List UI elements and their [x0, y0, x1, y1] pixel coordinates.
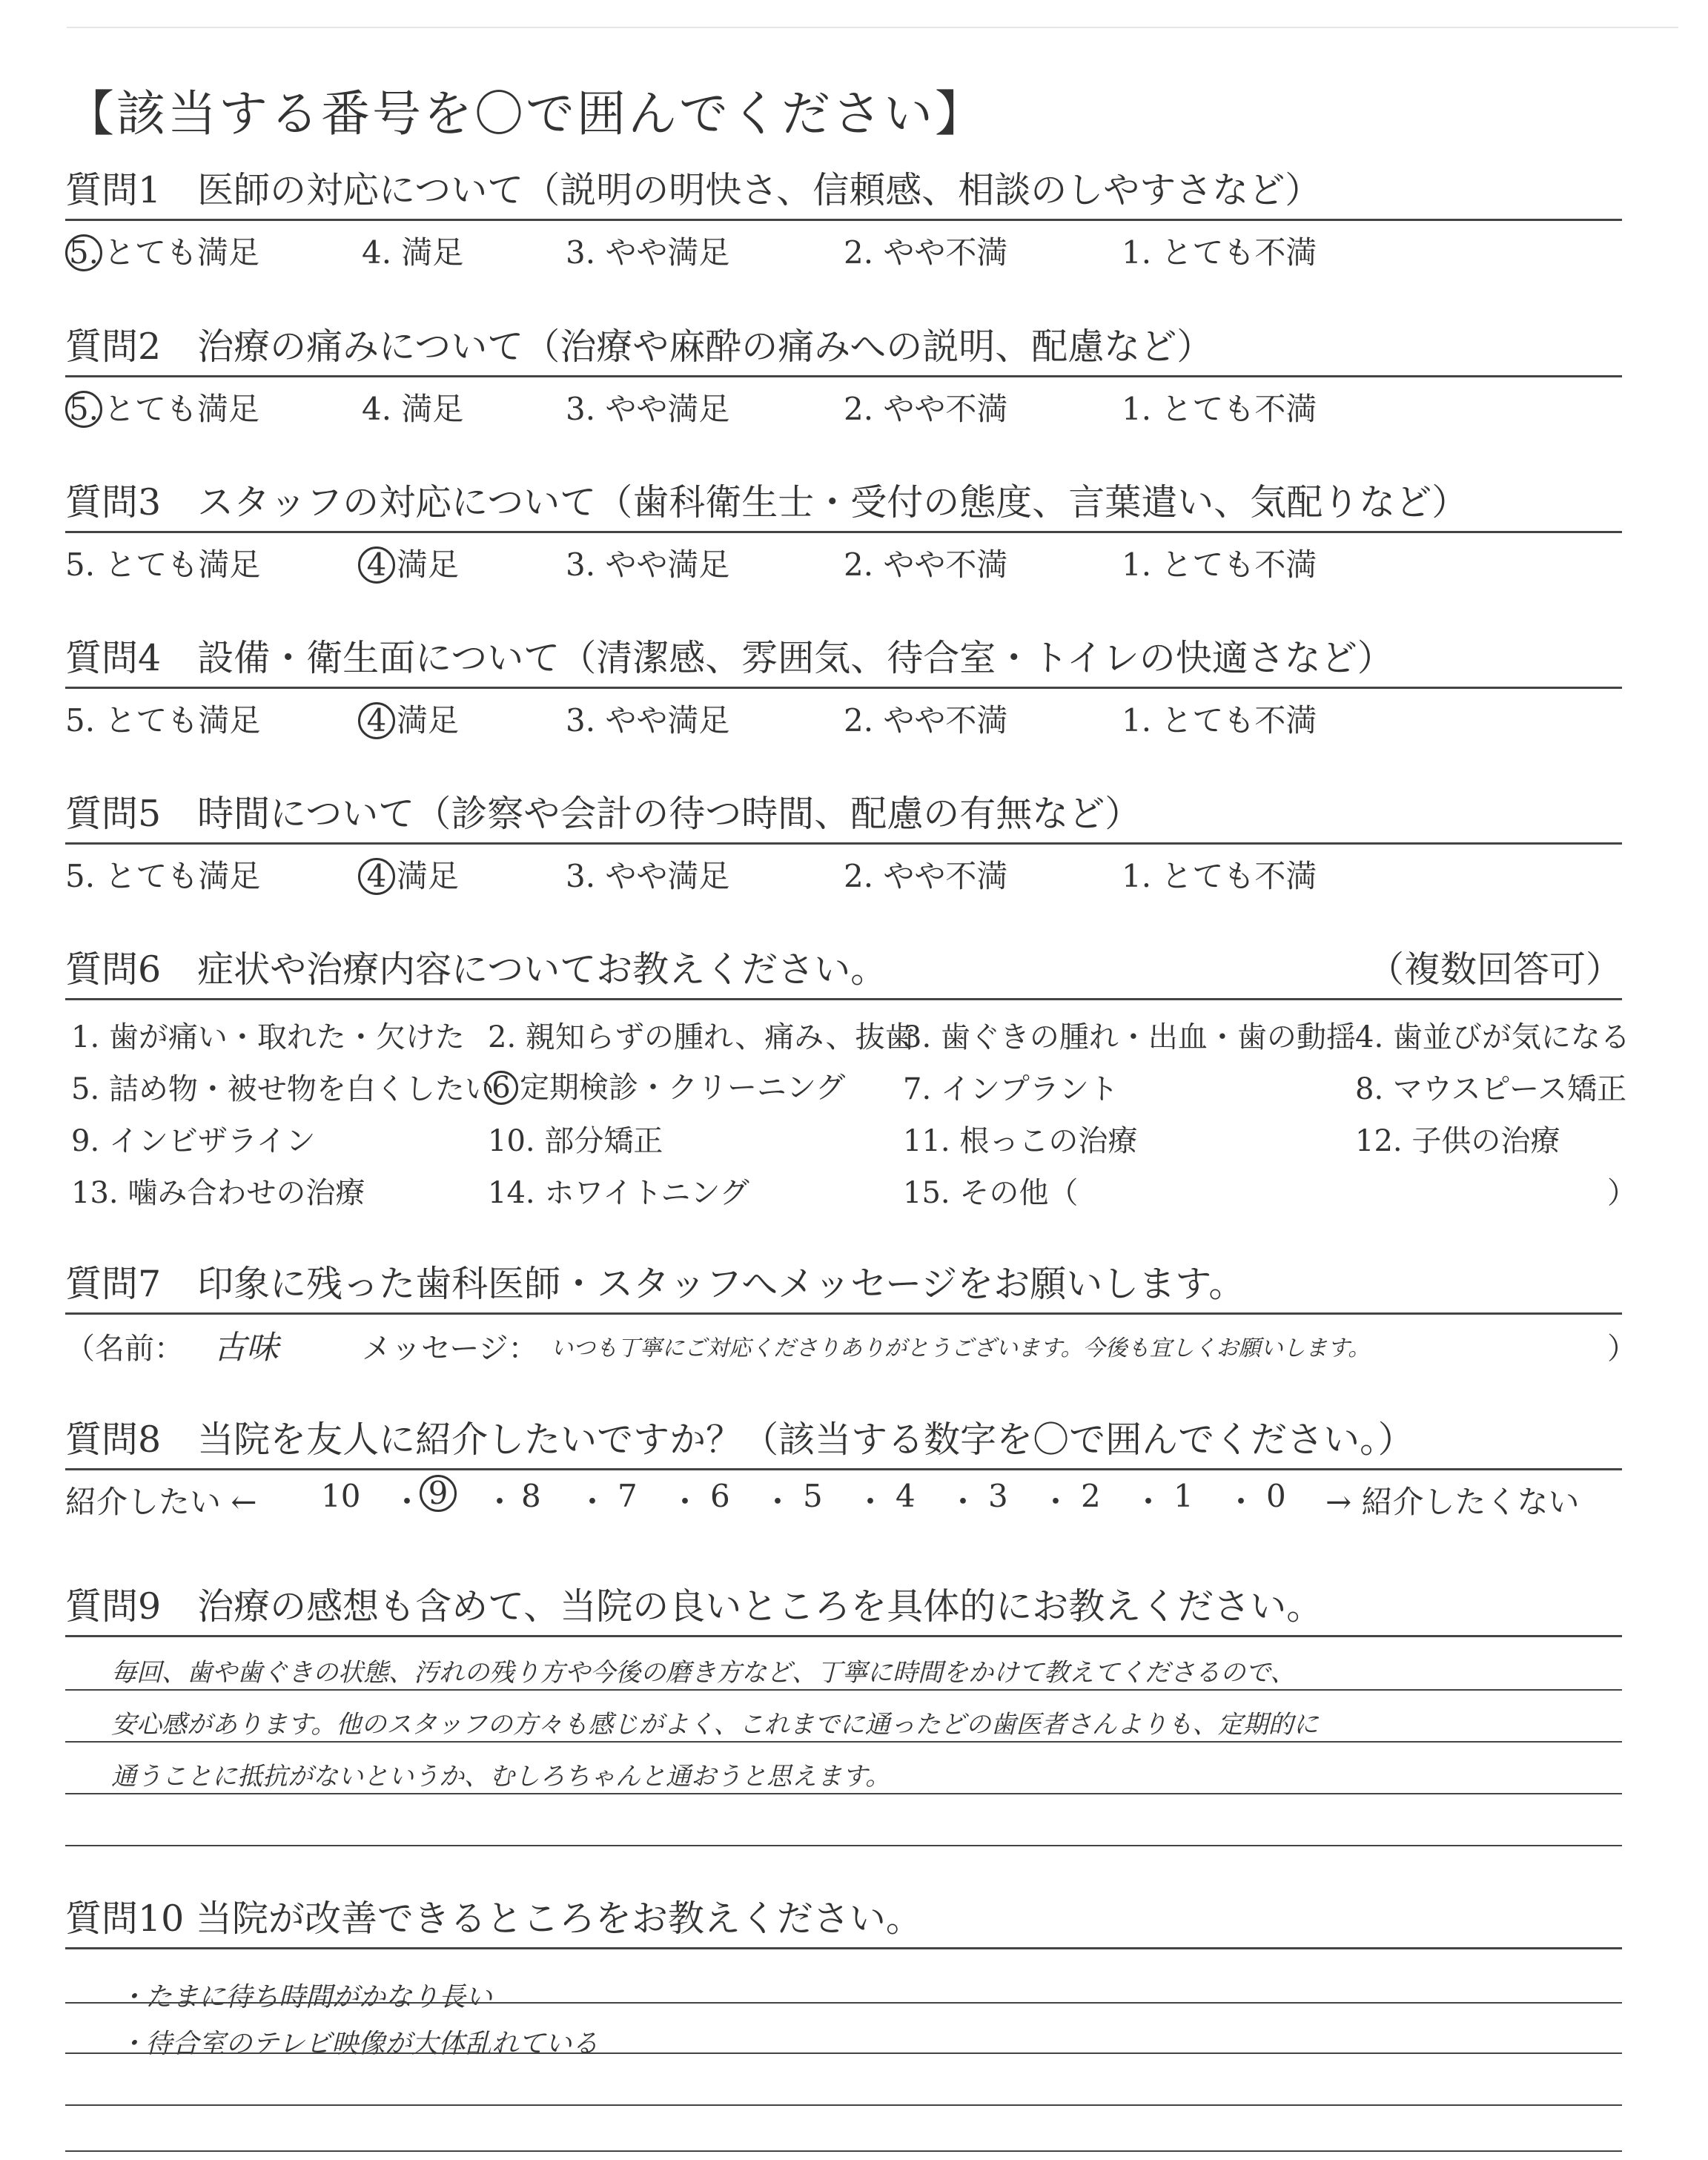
- question-6-heading: 質問6 症状や治療内容についてお教えください。 （複数回答可）: [65, 946, 1622, 994]
- q10-answer-line-1[interactable]: ・たまに待ち時間がかなり長い: [119, 1982, 493, 2012]
- q1-option-1[interactable]: 1. とても不満: [1122, 234, 1317, 271]
- question-6-options: [65, 1000, 1637, 1215]
- q2-option-5[interactable]: 5. とても満足: [65, 385, 259, 429]
- q4-option-1[interactable]: 1. とても不満: [1122, 702, 1317, 739]
- question-2-heading: 質問2 治療の痛みについて（治療や麻酔の痛みへの説明、配慮など）: [65, 326, 1214, 368]
- message-label: メッセージ：: [362, 1332, 538, 1366]
- q2-option-2[interactable]: 2. やや不満: [844, 391, 1008, 427]
- question-3-options: [65, 533, 1622, 581]
- selected-circle-mark: 5.: [65, 234, 102, 271]
- q9-writing-line: [65, 1845, 1622, 1846]
- q3-option-1[interactable]: 1. とても不満: [1122, 546, 1317, 583]
- question-7-heading: 質問7 印象に残った歯科医師・スタッフへメッセージをお願いします。: [65, 1263, 1245, 1305]
- selected-circle-mark: 5.: [65, 391, 102, 428]
- q4-option-3[interactable]: 3. やや満足: [566, 702, 730, 739]
- scale-value-2[interactable]: 2: [1081, 1478, 1101, 1514]
- question-8: [65, 1416, 1622, 1522]
- q2-option-3[interactable]: 3. やや満足: [566, 391, 730, 427]
- q6-option-3[interactable]: 3. 歯ぐきの腫れ・出血・歯の動揺: [903, 1020, 1356, 1054]
- q6-option-11[interactable]: 11. 根っこの治療: [903, 1124, 1138, 1158]
- q5-option-3[interactable]: 3. やや満足: [566, 858, 730, 894]
- q6-option-15[interactable]: 15. その他（: [903, 1176, 1079, 1210]
- recommend-scale: [65, 1470, 1622, 1522]
- multiple-answers-note: （複数回答可）: [1367, 948, 1622, 991]
- question-4-heading: 質問4 設備・衛生面について（清潔感、雰囲気、待合室・トイレの快適さなど）: [65, 637, 1394, 679]
- scale-value-9[interactable]: [420, 1475, 458, 1512]
- question-2-options: [65, 377, 1622, 425]
- q2-option-4[interactable]: 4. 満足: [362, 391, 464, 427]
- scale-dot: ・: [1133, 1484, 1165, 1520]
- scale-left-label: 紹介したい ←: [65, 1484, 257, 1520]
- scale-value-3[interactable]: 3: [988, 1478, 1008, 1514]
- scale-right-label: → 紹介したくない: [1325, 1484, 1580, 1520]
- scale-value-1[interactable]: 1: [1174, 1478, 1194, 1514]
- q5-option-2[interactable]: 2. やや不満: [844, 858, 1008, 894]
- q6-option-14[interactable]: 14. ホワイトニング: [488, 1176, 749, 1210]
- q6-option-4[interactable]: 4. 歯並びが気になる: [1355, 1020, 1630, 1054]
- q3-option-5[interactable]: 5. とても満足: [65, 546, 261, 583]
- question-4: [65, 635, 1622, 739]
- q4-option-4[interactable]: 4 満足: [358, 696, 459, 741]
- question-9: [65, 1583, 1622, 1637]
- name-label: （名前：: [65, 1332, 184, 1366]
- scale-value-8[interactable]: 8: [521, 1478, 541, 1514]
- scale-dot: ・: [484, 1484, 516, 1520]
- q6-option-12[interactable]: 12. 子供の治療: [1355, 1124, 1560, 1158]
- message-close-paren: ）: [1607, 1332, 1637, 1366]
- q6-other-close-paren: ）: [1607, 1176, 1637, 1210]
- scale-value-6[interactable]: 6: [710, 1478, 730, 1514]
- selected-circle-mark: 6: [484, 1071, 518, 1105]
- q9-answer-line-3[interactable]: 通うことに抵抗がないというか、むしろちゃんと通おうと思えます。: [111, 1762, 891, 1791]
- q6-option-2[interactable]: 2. 親知らずの腫れ、痛み、抜歯: [488, 1020, 915, 1054]
- q3-option-2[interactable]: 2. やや不満: [844, 546, 1008, 583]
- question-3-heading: 質問3 スタッフの対応について（歯科衛生士・受付の態度、言葉遣い、気配りなど）: [65, 481, 1469, 524]
- q1-option-5[interactable]: 5. とても満足: [65, 228, 259, 273]
- q2-option-1[interactable]: 1. とても不満: [1122, 391, 1317, 427]
- scale-value-4[interactable]: 4: [896, 1478, 916, 1514]
- question-6: [65, 946, 1637, 1215]
- q6-option-8[interactable]: 8. マウスピース矯正: [1355, 1072, 1627, 1106]
- top-divider: [67, 27, 1678, 28]
- q9-writing-line: [65, 1793, 1622, 1794]
- scale-dot: ・: [577, 1484, 609, 1520]
- question-7-answer-row: [65, 1315, 1637, 1368]
- q10-writing-line: [65, 2052, 1622, 2054]
- q10-answer-line-2[interactable]: ・待合室のテレビ映像が大体乱れている: [119, 2029, 599, 2059]
- question-9-rule: [65, 1635, 1622, 1637]
- scale-value-5[interactable]: 5: [803, 1478, 823, 1514]
- selected-circle-mark: 4: [358, 546, 395, 584]
- scale-dot: ・: [1040, 1484, 1072, 1520]
- question-8-heading: 質問8 当院を友人に紹介したいですか？（該当する数字を〇で囲んでください。）: [65, 1418, 1414, 1461]
- q6-option-1[interactable]: 1. 歯が痛い・取れた・欠けた: [71, 1020, 465, 1054]
- q9-answer-line-1[interactable]: 毎回、歯や歯ぐきの状態、汚れの残り方や今後の磨き方など、丁寧に時間をかけて教えてくださるので、: [111, 1658, 1296, 1688]
- question-10-rule: [65, 1947, 1622, 1949]
- question-4-options: [65, 689, 1622, 739]
- q10-writing-line: [65, 2104, 1622, 2106]
- q9-answer-line-2[interactable]: 安心感があります。他のスタッフの方々も感じがよく、これまでに通ったどの歯医者さんよりも、定期的に: [111, 1710, 1319, 1740]
- q9-writing-line: [65, 1689, 1622, 1691]
- q6-option-13[interactable]: 13. 噛み合わせの治療: [71, 1176, 365, 1210]
- q6-option-9[interactable]: 9. インビザライン: [71, 1124, 316, 1158]
- selected-circle-mark: 4: [358, 702, 395, 739]
- question-3: [65, 479, 1622, 581]
- scale-value-10[interactable]: 10: [321, 1478, 361, 1514]
- q5-option-4[interactable]: 4 満足: [358, 852, 459, 896]
- question-10: [65, 1895, 1622, 1949]
- question-1-heading: 質問1 医師の対応について（説明の明快さ、信頼感、相談のしやすさなど）: [65, 169, 1322, 211]
- name-handwritten[interactable]: 古味: [214, 1329, 279, 1367]
- q5-option-1[interactable]: 1. とても不満: [1122, 858, 1317, 894]
- question-5-options: [65, 845, 1622, 892]
- question-7: [65, 1261, 1637, 1368]
- q6-option-7[interactable]: 7. インプラント: [903, 1072, 1119, 1106]
- scale-value-0[interactable]: 0: [1266, 1478, 1286, 1514]
- selected-circle-mark: 9: [420, 1475, 457, 1512]
- scale-dot: ・: [1225, 1484, 1257, 1520]
- scale-dot: ・: [947, 1484, 979, 1520]
- question-2: [65, 323, 1622, 425]
- question-10-heading: 質問10 当院が改善できるところをお教えください。: [65, 1898, 922, 1940]
- selected-circle-mark: 4: [358, 858, 395, 895]
- q4-option-5[interactable]: 5. とても満足: [65, 702, 261, 739]
- scale-dot: ・: [391, 1484, 423, 1520]
- scale-dot: ・: [762, 1484, 794, 1520]
- q3-option-4[interactable]: 4 満足: [358, 541, 459, 585]
- question-1-options: [65, 221, 1622, 271]
- question-9-heading: 質問9 治療の感想も含めて、当院の良いところを具体的にお教えください。: [65, 1585, 1323, 1628]
- scale-value-7[interactable]: 7: [618, 1478, 638, 1514]
- q3-option-3[interactable]: 3. やや満足: [566, 546, 730, 583]
- question-1: [65, 167, 1622, 271]
- scale-dot: ・: [855, 1484, 887, 1520]
- q6-option-5[interactable]: 5. 詰め物・被せ物を白くしたい: [71, 1072, 494, 1106]
- q10-writing-line: [65, 2150, 1622, 2152]
- q10-writing-line: [65, 2002, 1622, 2004]
- q1-option-3[interactable]: 3. やや満足: [566, 234, 730, 271]
- q6-option-10[interactable]: 10. 部分矯正: [488, 1124, 663, 1158]
- message-handwritten[interactable]: いつも丁寧にご対応くださりありがとうございます。今後も宜しくお願いします。: [551, 1335, 1371, 1361]
- q4-option-2[interactable]: 2. やや不満: [844, 702, 1008, 739]
- q1-option-2[interactable]: 2. やや不満: [844, 234, 1008, 271]
- q5-option-5[interactable]: 5. とても満足: [65, 858, 261, 894]
- scale-dot: ・: [669, 1484, 701, 1520]
- q9-writing-line: [65, 1741, 1622, 1743]
- q6-option-6[interactable]: 6 定期検診・クリーニング: [484, 1064, 845, 1106]
- page-title: 【該当する番号を〇で囲んでください】: [65, 85, 986, 142]
- q1-option-4[interactable]: 4. 満足: [362, 234, 464, 271]
- question-5: [65, 790, 1622, 892]
- question-5-heading: 質問5 時間について（診察や会計の待つ時間、配慮の有無など）: [65, 793, 1142, 835]
